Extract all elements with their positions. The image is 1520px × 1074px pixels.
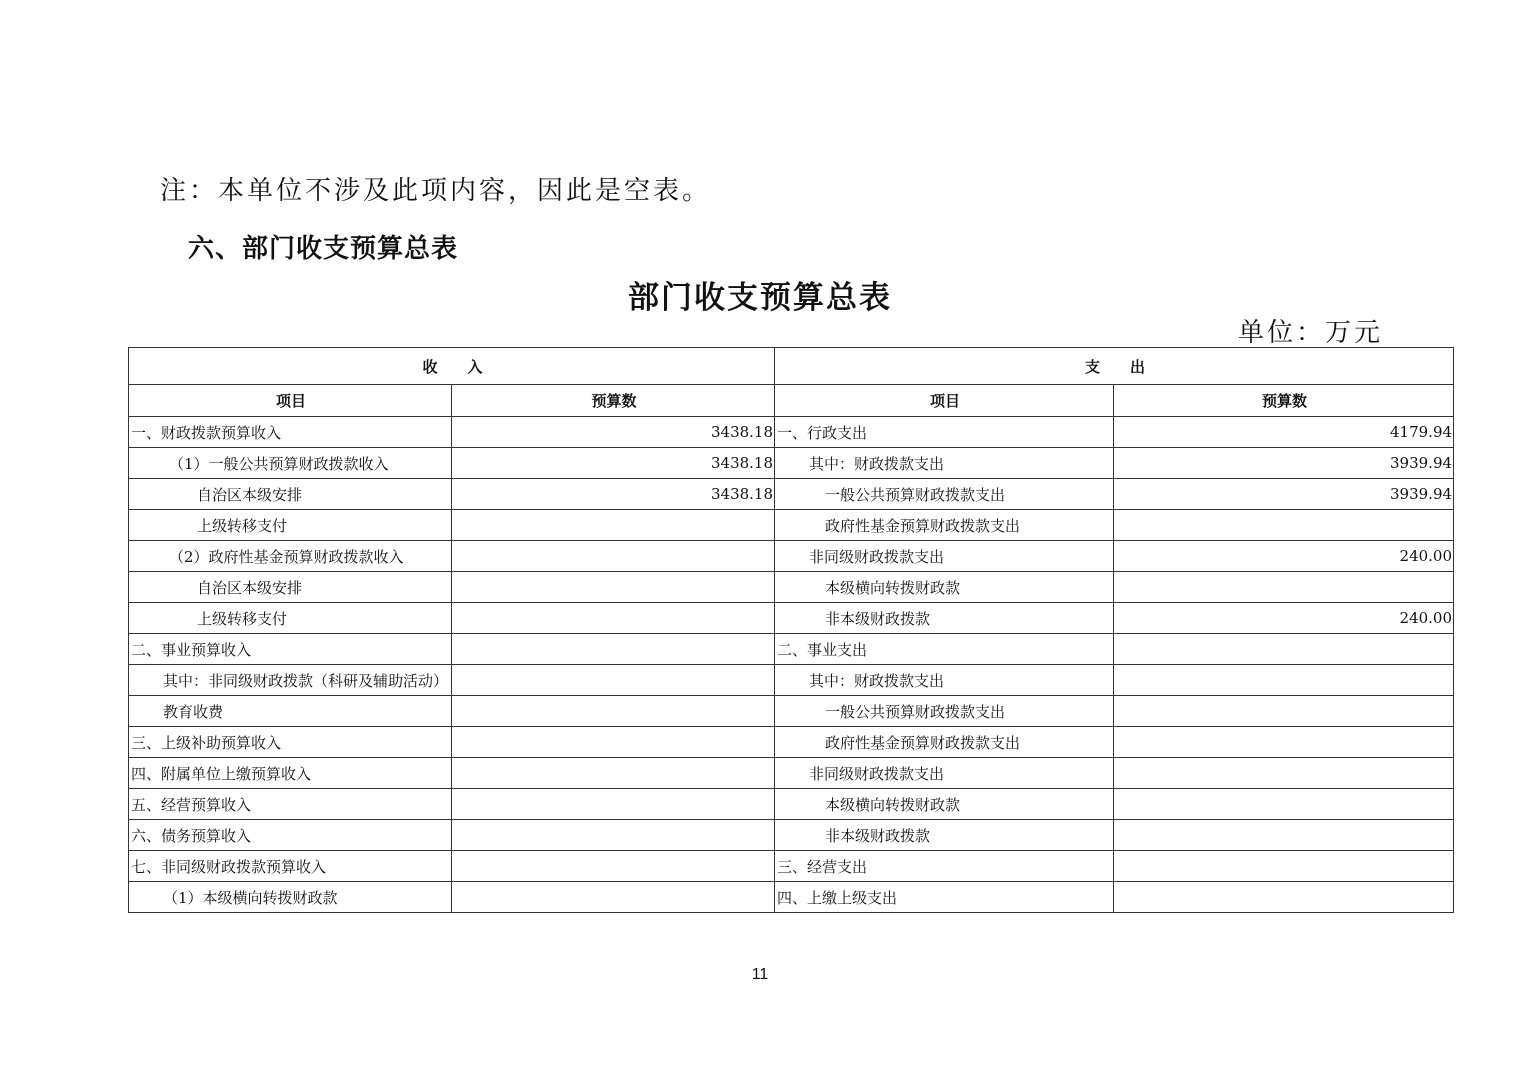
table-row bbox=[129, 851, 1454, 882]
income-item-cell: 上级转移支付 bbox=[129, 510, 452, 541]
income-value-cell: 3438.18 bbox=[452, 448, 775, 479]
income-value-cell bbox=[452, 882, 775, 913]
income-item-cell: （2）政府性基金预算财政拨款收入 bbox=[129, 541, 452, 572]
expense-item-cell: 非本级财政拨款 bbox=[775, 820, 1114, 851]
table-row bbox=[129, 665, 1454, 696]
income-value-cell bbox=[452, 510, 775, 541]
expense-value-cell: 4179.94 bbox=[1114, 417, 1454, 448]
expense-item-cell: 一般公共预算财政拨款支出 bbox=[775, 479, 1114, 510]
expense-item-cell: 一、行政支出 bbox=[775, 417, 1114, 448]
income-group-header: 收 入 bbox=[129, 348, 775, 385]
table-row bbox=[129, 696, 1454, 727]
expense-value-cell bbox=[1114, 634, 1454, 665]
budget-table bbox=[128, 347, 1454, 913]
income-item-cell: 七、非同级财政拨款预算收入 bbox=[129, 851, 452, 882]
income-item-cell: 四、附属单位上缴预算收入 bbox=[129, 758, 452, 789]
income-value-cell bbox=[452, 820, 775, 851]
table-row bbox=[129, 758, 1454, 789]
income-value-cell bbox=[452, 727, 775, 758]
unit-label: 单位：万元 bbox=[1238, 318, 1384, 348]
expense-value-cell bbox=[1114, 572, 1454, 603]
expense-value-cell bbox=[1114, 789, 1454, 820]
income-item-cell: （1）本级横向转拨财政款 bbox=[129, 882, 452, 913]
expense-item-cell: 其中：财政拨款支出 bbox=[775, 665, 1114, 696]
table-row bbox=[129, 789, 1454, 820]
column-header-row bbox=[129, 385, 1454, 417]
income-value-cell bbox=[452, 572, 775, 603]
table-row bbox=[129, 572, 1454, 603]
expense-budget-header: 预算数 bbox=[1114, 385, 1454, 417]
income-value-cell bbox=[452, 758, 775, 789]
table-row bbox=[129, 541, 1454, 572]
page-number: 11 bbox=[751, 966, 769, 983]
expense-value-cell bbox=[1114, 758, 1454, 789]
income-item-cell: 三、上级补助预算收入 bbox=[129, 727, 452, 758]
table-row bbox=[129, 448, 1454, 479]
group-header-row bbox=[129, 348, 1454, 385]
income-item-cell: 自治区本级安排 bbox=[129, 572, 452, 603]
income-item-cell: 六、债务预算收入 bbox=[129, 820, 452, 851]
table-title: 部门收支预算总表 bbox=[628, 280, 892, 316]
expense-value-cell: 240.00 bbox=[1114, 603, 1454, 634]
income-item-cell: 其中：非同级财政拨款（科研及辅助活动） bbox=[129, 665, 452, 696]
income-value-cell bbox=[452, 603, 775, 634]
expense-item-cell: 非同级财政拨款支出 bbox=[775, 541, 1114, 572]
expense-item-cell: 本级横向转拨财政款 bbox=[775, 789, 1114, 820]
expense-value-cell bbox=[1114, 510, 1454, 541]
expense-item-cell: 二、事业支出 bbox=[775, 634, 1114, 665]
table-row bbox=[129, 603, 1454, 634]
expense-item-header: 项目 bbox=[775, 385, 1114, 417]
income-value-cell bbox=[452, 634, 775, 665]
expense-item-cell: 三、经营支出 bbox=[775, 851, 1114, 882]
table-row bbox=[129, 820, 1454, 851]
table-row bbox=[129, 634, 1454, 665]
table-row bbox=[129, 727, 1454, 758]
expense-value-cell: 3939.94 bbox=[1114, 479, 1454, 510]
income-item-header: 项目 bbox=[129, 385, 452, 417]
income-item-cell: 上级转移支付 bbox=[129, 603, 452, 634]
income-item-cell: 自治区本级安排 bbox=[129, 479, 452, 510]
table-row bbox=[129, 479, 1454, 510]
expense-item-cell: 政府性基金预算财政拨款支出 bbox=[775, 510, 1114, 541]
table-row bbox=[129, 510, 1454, 541]
expense-item-cell: 政府性基金预算财政拨款支出 bbox=[775, 727, 1114, 758]
note-text: 注：本单位不涉及此项内容，因此是空表。 bbox=[160, 176, 712, 206]
expense-item-cell: 非本级财政拨款 bbox=[775, 603, 1114, 634]
income-value-cell: 3438.18 bbox=[452, 417, 775, 448]
expense-value-cell bbox=[1114, 665, 1454, 696]
income-value-cell bbox=[452, 665, 775, 696]
expense-value-cell: 3939.94 bbox=[1114, 448, 1454, 479]
income-value-cell bbox=[452, 541, 775, 572]
expense-value-cell: 240.00 bbox=[1114, 541, 1454, 572]
expense-item-cell: 其中：财政拨款支出 bbox=[775, 448, 1114, 479]
expense-value-cell bbox=[1114, 851, 1454, 882]
table-row bbox=[129, 882, 1454, 913]
expense-item-cell: 四、上缴上级支出 bbox=[775, 882, 1114, 913]
expense-item-cell: 一般公共预算财政拨款支出 bbox=[775, 696, 1114, 727]
income-value-cell bbox=[452, 851, 775, 882]
income-value-cell bbox=[452, 789, 775, 820]
expense-item-cell: 本级横向转拨财政款 bbox=[775, 572, 1114, 603]
income-value-cell: 3438.18 bbox=[452, 479, 775, 510]
expense-value-cell bbox=[1114, 882, 1454, 913]
income-budget-header: 预算数 bbox=[452, 385, 775, 417]
expense-value-cell bbox=[1114, 727, 1454, 758]
expense-value-cell bbox=[1114, 696, 1454, 727]
income-item-cell: （1）一般公共预算财政拨款收入 bbox=[129, 448, 452, 479]
table-row bbox=[129, 417, 1454, 448]
income-item-cell: 五、经营预算收入 bbox=[129, 789, 452, 820]
expense-group-header: 支 出 bbox=[775, 348, 1454, 385]
income-item-cell: 二、事业预算收入 bbox=[129, 634, 452, 665]
income-item-cell: 一、财政拨款预算收入 bbox=[129, 417, 452, 448]
expense-value-cell bbox=[1114, 820, 1454, 851]
income-value-cell bbox=[452, 696, 775, 727]
section-heading: 六、部门收支预算总表 bbox=[188, 234, 459, 264]
income-item-cell: 教育收费 bbox=[129, 696, 452, 727]
expense-item-cell: 非同级财政拨款支出 bbox=[775, 758, 1114, 789]
